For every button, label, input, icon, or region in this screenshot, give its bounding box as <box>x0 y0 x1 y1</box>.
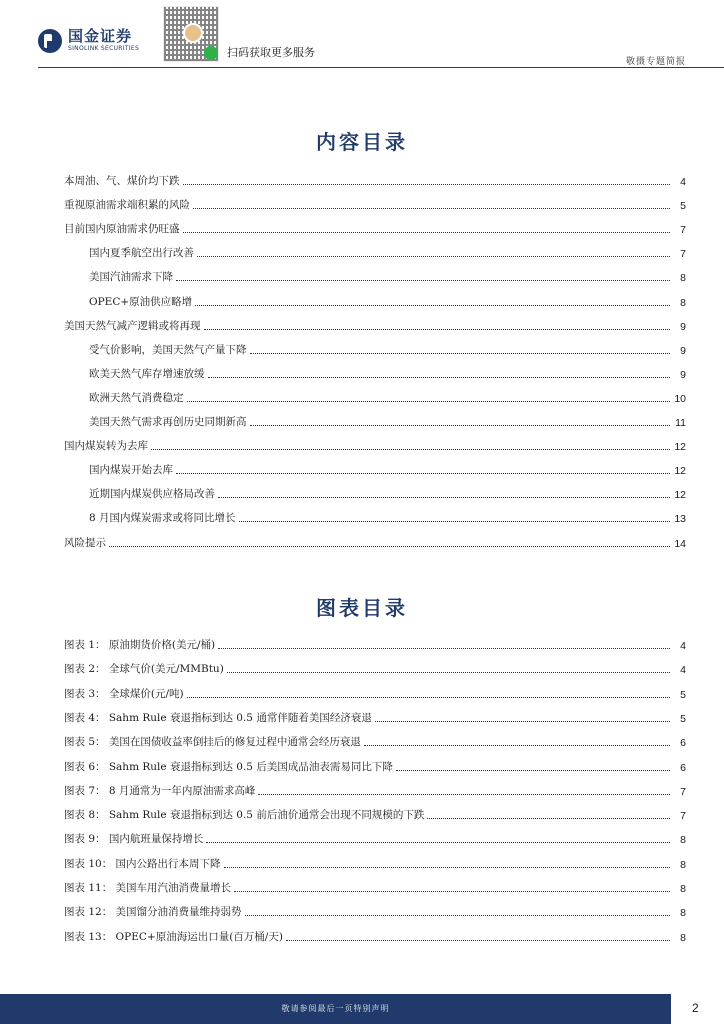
dot-leader <box>204 329 671 330</box>
figures-entry[interactable] <box>64 632 686 652</box>
dot-leader <box>187 401 671 402</box>
toc-entry-page: 7 <box>680 248 686 261</box>
toc-entry-label: 目前国内原油需求仍旺盛 <box>64 223 180 236</box>
report-type: 敬摄专题简报 <box>625 57 686 67</box>
toc-entry-label: 国内夏季航空出行改善 <box>89 247 194 260</box>
figures-entry-page: 8 <box>680 834 686 847</box>
figures-entry[interactable] <box>64 875 686 895</box>
dot-leader <box>427 818 670 819</box>
toc-entry-page: 11 <box>675 417 686 429</box>
figures-entry[interactable] <box>64 656 686 676</box>
figures-entry-label: 图表 6： Sahm Rule 衰退指标到达 0.5 后美国成品油表需易同比下降 <box>64 760 393 773</box>
dot-leader <box>197 256 670 257</box>
toc-entry-label: 美国天然气需求再创历史同期新高 <box>89 416 247 428</box>
figures-entry-page: 7 <box>680 785 686 798</box>
header-divider <box>38 67 724 68</box>
dot-leader <box>396 770 670 771</box>
dot-leader <box>250 425 671 426</box>
toc-entry-label: 本周油、气、煤价均下跌 <box>64 175 180 187</box>
toc-entry[interactable] <box>89 264 686 284</box>
figures-entry[interactable] <box>64 681 686 701</box>
toc-entry-label: 重视原油需求端积累的风险 <box>64 199 190 212</box>
figures-entry-page: 8 <box>680 883 686 895</box>
figures-entry-label: 图表 13： OPEC+原油海运出口量(百万桶/天) <box>64 930 283 943</box>
company-logo <box>38 28 139 53</box>
figures-entry-page: 4 <box>680 640 686 652</box>
dot-leader <box>183 184 671 185</box>
figures-entry[interactable] <box>64 851 686 871</box>
toc-entry-page: 8 <box>680 296 686 309</box>
page-header <box>0 0 724 68</box>
dot-leader <box>364 745 670 746</box>
figures-entry-page: 5 <box>680 688 686 701</box>
toc-entry-label: OPEC+原油供应略增 <box>89 295 193 308</box>
dot-leader <box>109 546 670 547</box>
dot-leader <box>193 208 670 209</box>
toc-entry-label: 美国汽油需求下降 <box>89 271 173 284</box>
figures-entry-page: 8 <box>680 858 686 871</box>
toc-entry-label: 国内煤炭转为去库 <box>64 440 148 453</box>
dot-leader <box>250 353 671 354</box>
dot-leader <box>234 891 670 892</box>
figures-entry-page: 6 <box>680 761 686 774</box>
figures-entry-label: 图表 5： 美国在国债收益率倒挂后的修复过程中通常会经历衰退 <box>64 736 361 749</box>
toc-entry[interactable] <box>89 481 686 501</box>
toc-entry-page: 4 <box>680 176 686 188</box>
toc-entry-page: 5 <box>680 200 686 213</box>
toc-entry-label: 欧美天然气库存增速放缓 <box>89 367 205 380</box>
figures-entry[interactable] <box>64 754 686 774</box>
toc-entry-label: 受气价影响，美国天然气产量下降 <box>89 343 247 356</box>
toc-entry-page: 12 <box>674 441 686 454</box>
toc-entry[interactable] <box>89 385 686 405</box>
toc-title: 内容目录 <box>316 130 408 154</box>
figures-entry-page: 8 <box>680 907 686 920</box>
toc-entry[interactable] <box>64 530 686 550</box>
toc-entry[interactable] <box>89 289 686 309</box>
toc-entry[interactable] <box>64 168 686 188</box>
page-number: 2 <box>692 1001 699 1015</box>
figures-entry[interactable] <box>64 899 686 919</box>
figures-entry-label: 图表 3： 全球煤价(元/吨) <box>64 687 184 700</box>
toc-entry-label: 欧洲天然气消费稳定 <box>89 391 184 404</box>
toc-entry-page: 14 <box>674 537 686 550</box>
figures-entry-label: 图表 2： 全球气价(美元/MMBtu) <box>64 663 224 676</box>
disclaimer-note: 敬请参阅最后一页特别声明 <box>281 1004 390 1013</box>
figures-entry-page: 8 <box>680 931 686 944</box>
toc-entry[interactable] <box>89 505 686 525</box>
figures-entry-label: 图表 8： Sahm Rule 衰退指标到达 0.5 前后油价通常会出现不同规模的下跌 <box>64 809 425 822</box>
toc-entry-page: 9 <box>680 344 686 357</box>
toc-entry-page: 9 <box>680 320 686 333</box>
figures-entry-label: 图表 11： 美国车用汽油消费量增长 <box>64 882 232 894</box>
dot-leader <box>176 473 670 474</box>
dot-leader <box>286 940 670 941</box>
figures-title: 图表目录 <box>316 596 408 620</box>
toc-entry[interactable] <box>64 433 686 453</box>
dot-leader <box>239 521 670 522</box>
dot-leader <box>187 697 670 698</box>
qr-center-logo-icon <box>183 23 203 43</box>
figures-entry-page: 6 <box>680 737 686 750</box>
figures-entry-label: 图表 12： 美国馏分油消费量维持弱势 <box>64 906 242 919</box>
wechat-icon <box>204 46 218 60</box>
dot-leader <box>218 497 670 498</box>
figures-entry-page: 5 <box>680 712 686 725</box>
toc-entry[interactable] <box>89 361 686 381</box>
toc-entry-label: 近期国内煤炭供应格局改善 <box>89 488 215 501</box>
figures-entry-page: 7 <box>680 810 686 823</box>
figures-entry[interactable] <box>64 729 686 749</box>
dot-leader <box>208 377 671 378</box>
toc-entry-label: 风险提示 <box>64 536 106 549</box>
figures-entry-label: 图表 4： Sahm Rule 衰退指标到达 0.5 通常伴随着美国经济衰退 <box>64 711 372 724</box>
dot-leader <box>258 794 670 795</box>
qr-caption: 扫码获取更多服务 <box>227 46 315 59</box>
toc-entry-page: 12 <box>674 465 686 478</box>
figures-entry-label: 图表 10： 国内公路出行本周下降 <box>64 857 221 870</box>
dot-leader <box>245 915 670 916</box>
logo-english-name: SINOLINK SECURITIES <box>68 45 140 52</box>
figures-entry-label: 图表 1： 原油期货价格(美元/桶) <box>64 639 216 651</box>
dot-leader <box>218 648 670 649</box>
figures-entry[interactable] <box>64 924 686 944</box>
toc-entry[interactable] <box>64 216 686 236</box>
toc-entry-page: 7 <box>680 224 686 237</box>
toc-entry-page: 13 <box>674 513 686 526</box>
figures-entry-label: 图表 7： 8 月通常为一年内原油需求高峰 <box>64 784 256 797</box>
figures-entry[interactable] <box>64 802 686 822</box>
toc-entry-page: 10 <box>674 392 686 405</box>
toc-entry[interactable] <box>64 192 686 212</box>
toc-entry[interactable] <box>64 313 686 333</box>
toc-entry-label: 美国天然气减产逻辑或将再现 <box>64 319 201 332</box>
figures-entry[interactable] <box>64 705 686 725</box>
page-footer <box>0 994 724 1024</box>
logo-chinese-name: 国金证券 <box>68 27 133 45</box>
toc-entry[interactable] <box>89 240 686 260</box>
toc-entry-label: 8 月国内煤炭需求或将同比增长 <box>89 512 236 525</box>
dot-leader <box>195 305 670 306</box>
dot-leader <box>176 280 670 281</box>
toc-entry[interactable] <box>89 337 686 357</box>
figures-entry[interactable] <box>64 778 686 798</box>
toc-entry-page: 9 <box>680 368 686 381</box>
toc-entry-page: 8 <box>680 272 686 285</box>
toc-entry[interactable] <box>89 409 686 429</box>
dot-leader <box>375 721 670 722</box>
figures-entry-label: 图表 9： 国内航班量保持增长 <box>64 833 204 846</box>
dot-leader <box>224 867 670 868</box>
toc-entry-label: 国内煤炭开始去库 <box>89 464 173 477</box>
sinolink-logo-icon <box>38 29 62 53</box>
dot-leader <box>227 672 670 673</box>
dot-leader <box>151 449 670 450</box>
figures-entry[interactable] <box>64 826 686 846</box>
figures-entry-page: 4 <box>680 664 686 677</box>
toc-entry-page: 12 <box>674 489 686 502</box>
dot-leader <box>206 842 670 843</box>
toc-entry[interactable] <box>89 457 686 477</box>
dot-leader <box>183 232 671 233</box>
